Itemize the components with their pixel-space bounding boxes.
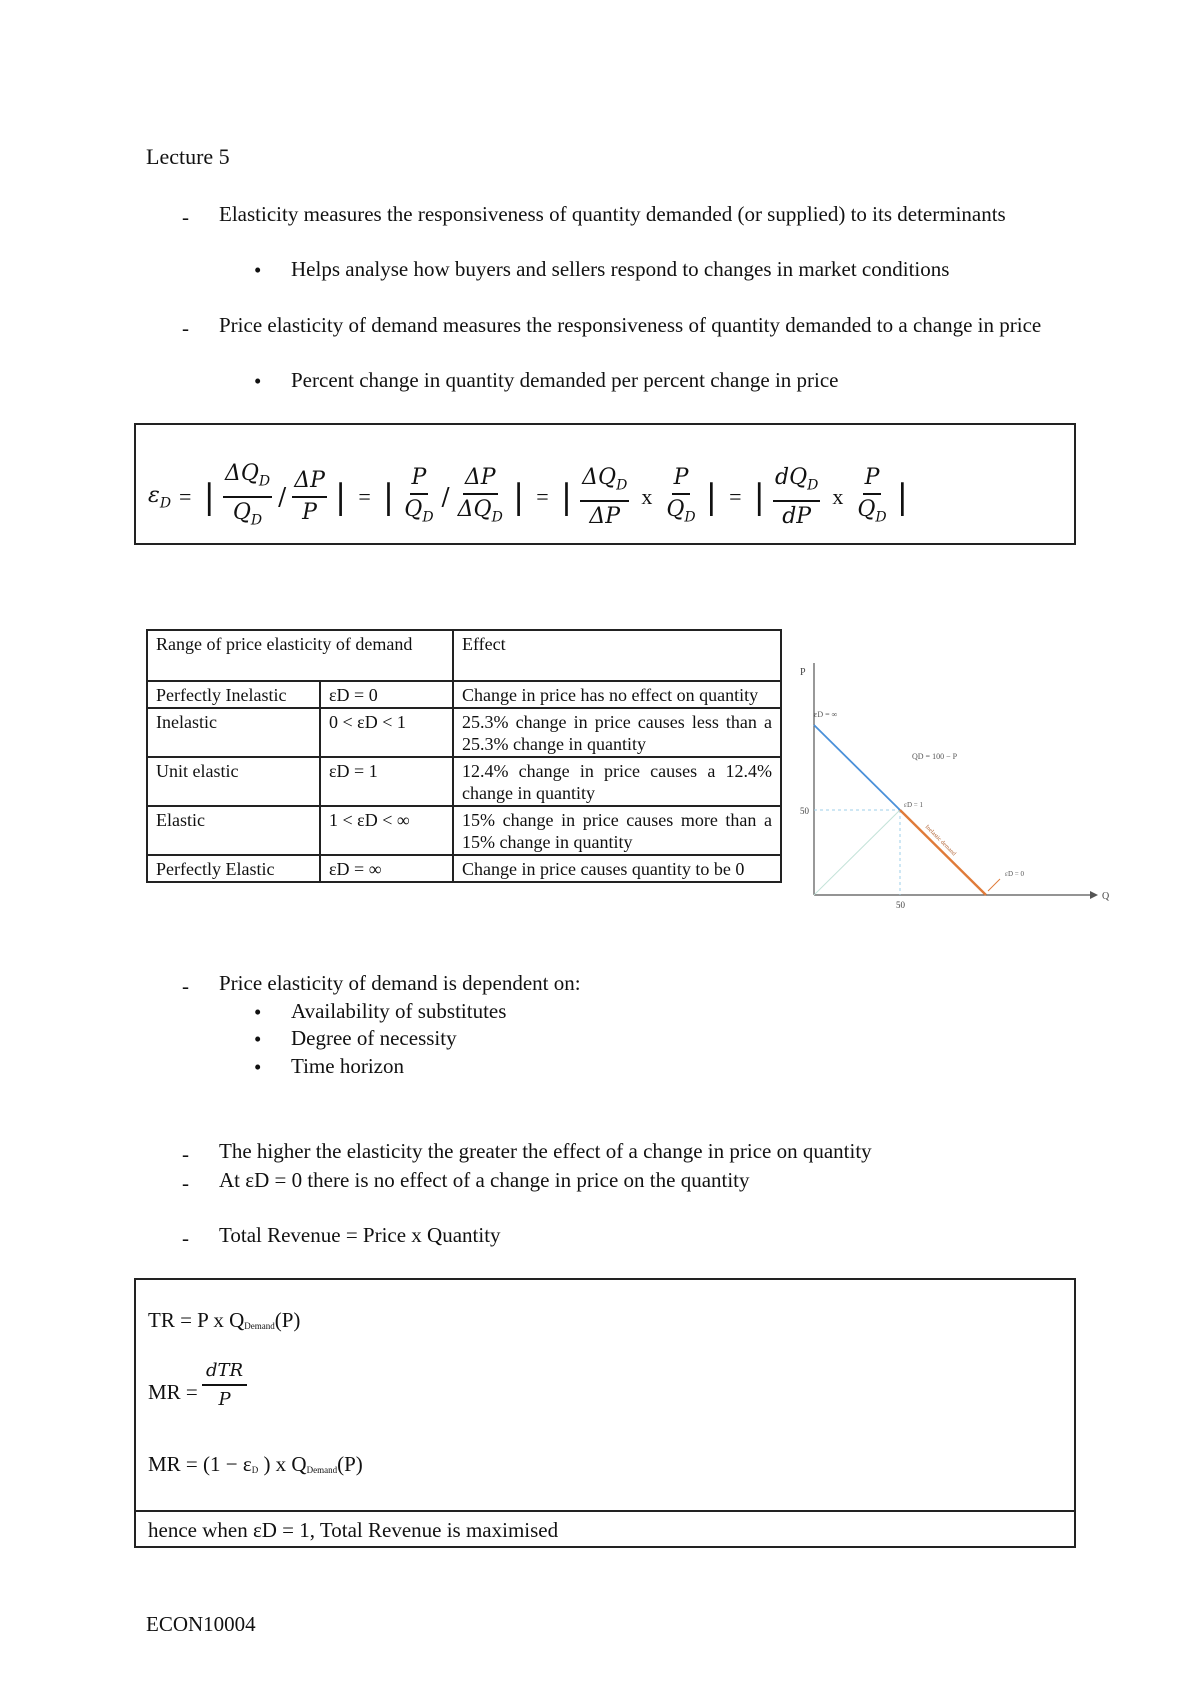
course-code: ECON10004 <box>146 1612 256 1636</box>
fraction: $\frac{\Delta P}{\Delta Q_D}$ <box>457 464 503 526</box>
fraction: $\frac{dQ_D}{dP}$ <box>774 464 819 530</box>
paragraph-higher-elasticity: The higher the elasticity the greater the effect of a change in price on quantity <box>219 1139 872 1163</box>
page-title: Lecture 5 <box>146 144 230 169</box>
fraction: $\frac{P}{Q_D}$ <box>857 464 887 526</box>
paragraph-zero-elasticity: At εD = 0 there is no effect of a change in price on the quantity <box>219 1168 750 1192</box>
mr-label: MR = <box>148 1380 198 1404</box>
dash-marker: - <box>182 205 189 229</box>
fraction: $\frac{P}{Q_D}$ <box>404 464 434 526</box>
bullet-marker: • <box>254 1055 262 1079</box>
table-row <box>147 855 781 882</box>
dash-marker: - <box>182 1226 189 1250</box>
guide-diagonal <box>814 810 900 895</box>
bullet-time-horizon: Time horizon <box>291 1054 404 1078</box>
row-value: εD = 1 <box>320 757 453 806</box>
row-effect: Change in price causes quantity to be 0 <box>453 855 781 882</box>
x-axis-arrow <box>1090 891 1098 899</box>
row-effect: 12.4% change in price causes a 12.4% change in quantity <box>453 757 781 806</box>
paragraph-total-revenue: Total Revenue = Price x Quantity <box>219 1223 501 1247</box>
paragraph-elasticity: Elasticity measures the responsiveness of quantity demanded (or supplied) to its determinants <box>219 202 1006 226</box>
x-axis-label: Q <box>1102 891 1110 902</box>
label-elasticity-zero: εD = 0 <box>1005 870 1024 878</box>
header-range: Range of price elasticity of demand <box>147 630 453 681</box>
fraction: $\frac{\Delta P}{P}$ <box>294 468 325 526</box>
elasticity-table <box>146 629 782 883</box>
dash-marker: - <box>182 1142 189 1166</box>
y-axis-label: P <box>800 667 806 678</box>
row-effect: Change in price has no effect on quantity <box>453 681 781 708</box>
bullet-marker: • <box>254 1000 262 1024</box>
paragraph-price-elasticity: Price elasticity of demand measures the responsiveness of quantity demanded to a change in price <box>219 313 1042 337</box>
epsilon-symbol: $\varepsilon_D$ <box>148 483 172 512</box>
table-row <box>147 757 781 806</box>
table-row <box>147 681 781 708</box>
row-effect: 25.3% change in price causes less than a 25.3% change in quantity <box>453 708 781 757</box>
row-name: Perfectly Inelastic <box>147 681 320 708</box>
mr-elasticity-formula: MR = (1 − εD ) x QDemand(P) <box>148 1452 363 1476</box>
bullet-buyers-sellers: Helps analyse how buyers and sellers respond to changes in market conditions <box>291 257 950 281</box>
elastic-segment <box>814 725 900 810</box>
label-elasticity-infinite: εD = ∞ <box>814 710 838 719</box>
table-row <box>147 806 781 855</box>
dash-marker: - <box>182 974 189 998</box>
row-value: εD = 0 <box>320 681 453 708</box>
row-value: 0 < εD < 1 <box>320 708 453 757</box>
table-header-row <box>147 630 781 681</box>
label-inelastic-demand: Inelastic demand <box>923 824 957 858</box>
bullet-percent-change: Percent change in quantity demanded per percent change in price <box>291 368 839 392</box>
demand-curve-graph <box>800 655 1110 920</box>
bullet-substitutes: Availability of substitutes <box>291 999 507 1023</box>
fraction: $\frac{\Delta Q_D}{\Delta P}$ <box>582 464 628 530</box>
bullet-marker: • <box>254 369 262 393</box>
bullet-marker: • <box>254 258 262 282</box>
revenue-formula-box <box>134 1278 1076 1548</box>
tick-y-label: 50 <box>800 806 809 816</box>
label-elasticity-one: εD = 1 <box>904 801 923 809</box>
row-name: Perfectly Elastic <box>147 855 320 882</box>
tr-formula: TR = P x QDemand(P) <box>148 1308 301 1332</box>
elasticity-formula: $\varepsilon_D$ = | $\frac{\Delta Q_D}{Q_D}$ / $\frac{\Delta P}{P}$ | = | $\frac{P}{Q_D}$ / $\frac{\Delta P}{\Delta Q_D}$ | = | $\frac{\Delta Q_D}{\Delta P}$ x $\frac{P}{Q_D}$ | = | $\frac{dQ_D}{dP}$ x $\frac{P}{Q_D}$ | <box>148 461 912 534</box>
row-name: Unit elastic <box>147 757 320 806</box>
inelastic-segment <box>900 810 986 895</box>
paragraph-dependent-on: Price elasticity of demand is dependent on: <box>219 971 581 995</box>
fraction: $\frac{P}{Q_D}$ <box>666 464 696 526</box>
dash-marker: - <box>182 316 189 340</box>
row-value: 1 < εD < ∞ <box>320 806 453 855</box>
row-name: Elastic <box>147 806 320 855</box>
header-effect: Effect <box>453 630 781 681</box>
table-row <box>147 708 781 757</box>
fraction: $\frac{\Delta Q_D}{Q_D}$ <box>224 461 271 529</box>
label-demand-curve: QD = 100 − P <box>912 752 958 761</box>
divider <box>136 1510 1074 1512</box>
dash-marker: - <box>182 1171 189 1195</box>
row-effect: 15% change in price causes more than a 15% change in quantity <box>453 806 781 855</box>
bullet-marker: • <box>254 1027 262 1051</box>
tick-x-label: 50 <box>896 900 905 910</box>
bullet-necessity: Degree of necessity <box>291 1026 457 1050</box>
elasticity-formula-box <box>134 423 1076 545</box>
revenue-conclusion: hence when εD = 1, Total Revenue is maximised <box>148 1518 559 1542</box>
pointer-arrow <box>988 879 1000 891</box>
mr-fraction: dTR P <box>202 1360 247 1410</box>
row-name: Inelastic <box>147 708 320 757</box>
row-value: εD = ∞ <box>320 855 453 882</box>
